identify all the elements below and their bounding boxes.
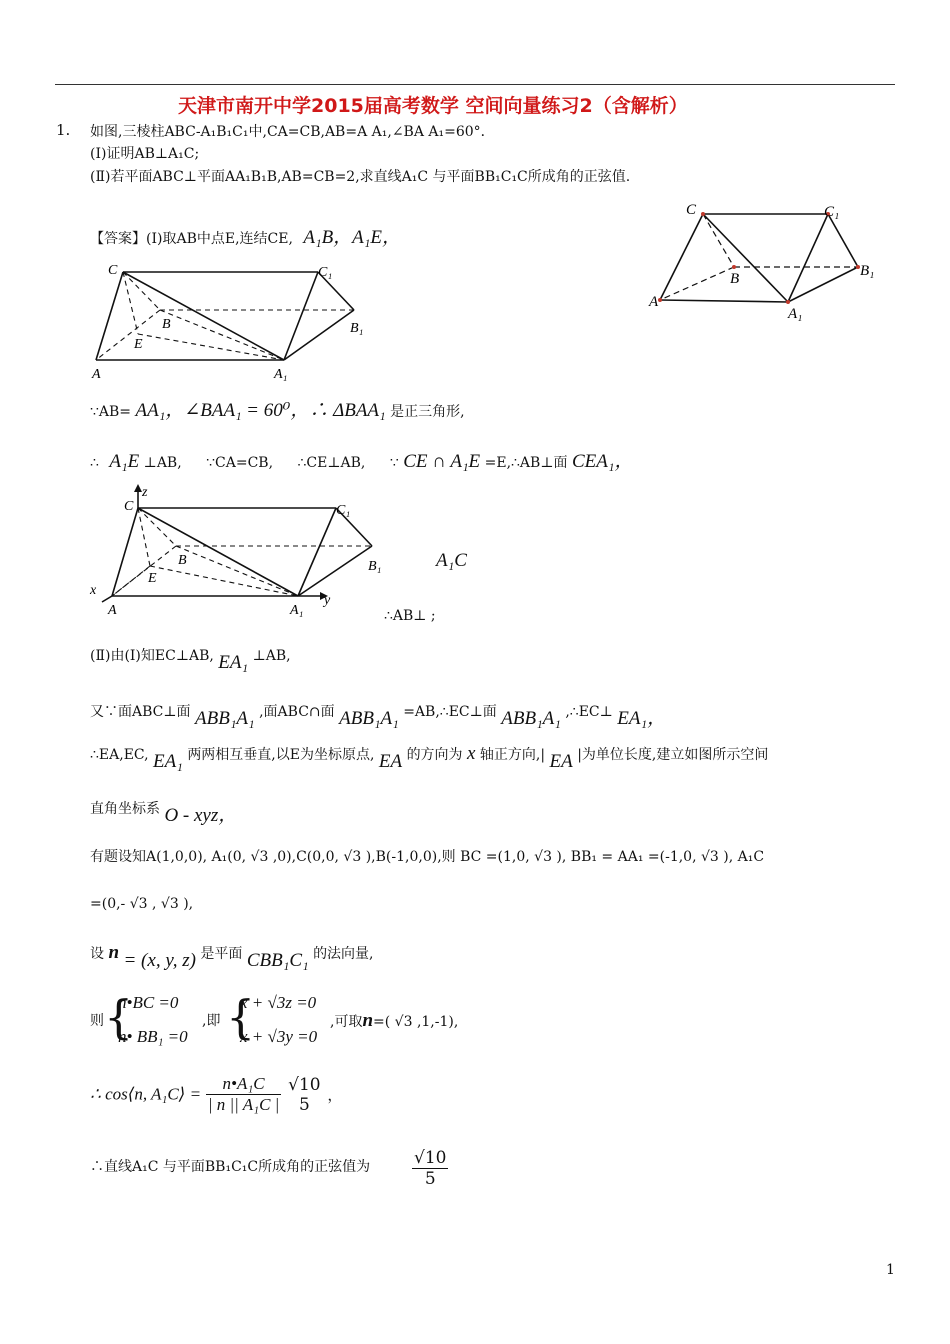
label-E: E	[148, 571, 157, 586]
label-z: z	[142, 485, 148, 500]
label-y: y	[324, 593, 331, 608]
p2-line5: 有题设知A(1,0,0), A₁(0, √3 ,0),C(0,0, √3 ),B(-1,0,0),则 BC =(1,0, √3 ), BB₁ = AA₁ =(-1,0, √3 ), A₁C	[90, 849, 765, 865]
p1-line1-math: A₁B，A₁E，	[303, 227, 401, 248]
system2-row2: x + √3y =0	[240, 1027, 318, 1046]
question-stem: 如图,三棱柱ABC-A₁B₁C₁中,CA=CB,AB=A A₁,∠BA A₁=60°．	[90, 124, 495, 140]
label-B: B	[162, 317, 171, 332]
p2-line7: 设 n = (x, y, z) 是平面 CBB₁C₁ 的法向量,	[90, 942, 374, 971]
label-A1: A₁	[788, 306, 803, 322]
system2-row1: x + √3z =0	[240, 993, 317, 1012]
label-A: A	[108, 603, 117, 618]
question-part1: (Ⅰ)证明AB⊥A₁C;	[90, 146, 200, 162]
label-B1: B₁	[350, 321, 364, 336]
system2-brace: {	[226, 990, 256, 1044]
label-C1: C₁	[318, 265, 333, 280]
system1-row1: n•BC =0	[118, 993, 179, 1012]
system1-row2: n• BB₁ =0	[118, 1027, 188, 1046]
page-title: 天津市南开中学2015届高考数学 空间向量练习2（含解析）	[178, 95, 688, 117]
label-B: B	[178, 553, 187, 568]
label-C: C	[686, 202, 697, 218]
question-number: 1.	[56, 121, 71, 139]
label-x: x	[90, 583, 97, 598]
p1-line1-text: (Ⅰ)取AB中点E,连结CE,	[146, 231, 293, 247]
answer-line1	[90, 222, 401, 249]
label-C: C	[124, 499, 134, 514]
label-C1: C₁	[824, 204, 840, 220]
p2-line2: 又∵面ABC⊥面 ABB₁A₁ ,面ABC∩面 ABB₁A₁ =AB,∴EC⊥面 ABB₁A₁ ,∴EC⊥ EA₁，	[90, 704, 667, 729]
label-B: B	[730, 271, 740, 287]
system1-brace: {	[104, 990, 134, 1044]
p1-a1c: A₁C	[436, 550, 467, 571]
p1-line2: ∵AB= AA₁，∠BAA₁ = 60⁰，∴ ΔBAA₁ 是正三角形,	[90, 400, 465, 421]
question-part2: (Ⅱ)若平面ABC⊥平面AA₁B₁B,AB=CB=2,求直线A₁C 与平面BB₁C₁C所成角的正弦值.	[90, 169, 631, 185]
p2-line3: ∴EA,EC, EA₁ 两两相互垂直,以E为坐标原点, EA 的方向为 x 轴正方向,| EA |为单位长度,建立如图所示空间	[90, 743, 769, 772]
p2-line4: 直角坐标系 O - xyz，	[90, 801, 238, 826]
top-rule	[55, 84, 895, 85]
prism-figure-axes	[84, 484, 384, 620]
label-A1: A₁	[274, 367, 288, 382]
label-A1: A₁	[290, 603, 304, 618]
answer-label: 【答案】	[90, 231, 146, 247]
label-E: E	[134, 337, 143, 352]
p2-line1: (Ⅱ)由(Ⅰ)知EC⊥AB, EA₁ ⊥AB,	[90, 648, 291, 673]
prism-figure-top	[648, 200, 878, 322]
final-answer: ∴直线A₁C 与平面BB₁C₁C所成角的正弦值为	[90, 1159, 371, 1175]
final-fraction: $\frac{√10}{5}$	[414, 1148, 447, 1189]
prism-figure-mid	[88, 258, 378, 384]
label-B1: B₁	[368, 559, 382, 574]
page-number: 1	[886, 1262, 895, 1278]
p2-line6: =(0,- √3 , √3 ),	[90, 896, 194, 912]
system-label: 则	[90, 1013, 104, 1029]
label-B1: B₁	[860, 263, 875, 279]
cosine-line: ∴ cos⟨n, A₁C⟩ = $\frac{\text{n•A₁C}}{\text{| n || A₁C |}}$ √10 5 ，	[90, 1074, 343, 1115]
label-C: C	[108, 263, 118, 278]
system-mid: ,即	[202, 1013, 221, 1029]
label-A: A	[649, 294, 659, 310]
label-C1: C₁	[336, 503, 351, 518]
p1-conclusion: ∴AB⊥ ;	[384, 608, 436, 624]
label-A: A	[92, 367, 101, 382]
system-tail: ,可取n=( √3 ,1,-1),	[330, 1010, 459, 1031]
p1-line3: ∴ A₁E ⊥AB, ∵CA=CB, ∴CE⊥AB, ∵ CE ∩ A₁E =E,∴AB⊥面 CEA₁，	[90, 451, 634, 472]
